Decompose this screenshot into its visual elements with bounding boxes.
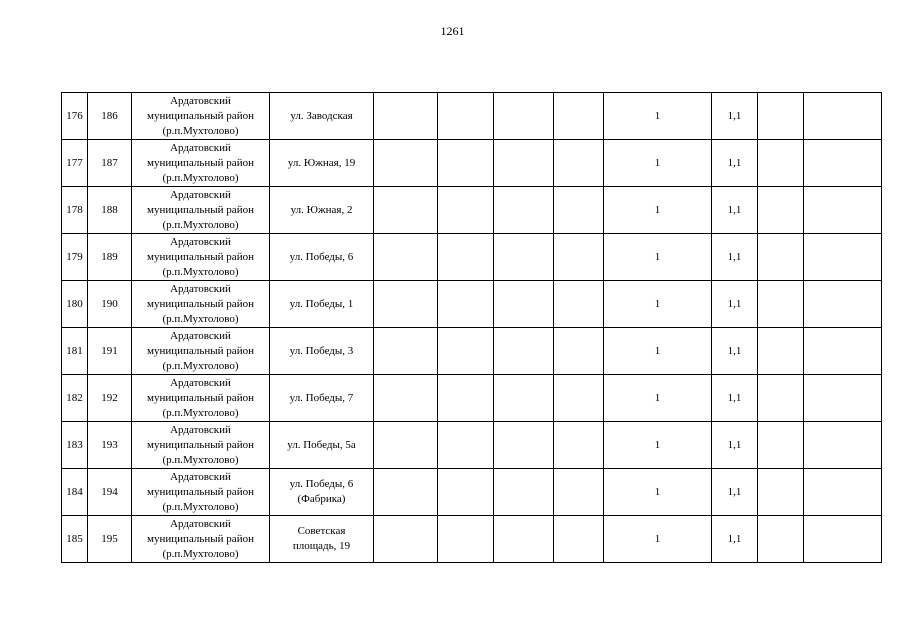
- empty-cell: [438, 187, 494, 234]
- empty-cell: [554, 469, 604, 516]
- object-number-cell: 191: [88, 328, 132, 375]
- address-cell-line: ул. Победы, 3: [289, 344, 354, 357]
- table-row: [62, 375, 882, 422]
- value-cell: 1,1: [712, 422, 758, 469]
- empty-cell: [494, 328, 554, 375]
- district-cell-line: (р.п.Мухтолово): [162, 547, 239, 560]
- address-cell-line: площадь, 19: [292, 540, 351, 552]
- empty-cell: [374, 328, 438, 375]
- empty-cell: [758, 422, 804, 469]
- address-cell: [270, 375, 374, 422]
- count-cell: 1: [604, 234, 712, 281]
- district-cell-line: Ардатовский: [170, 470, 231, 483]
- empty-cell: [438, 234, 494, 281]
- count-cell: 1: [604, 93, 712, 140]
- district-cell-line: (р.п.Мухтолово): [162, 312, 239, 325]
- table-row: [62, 140, 882, 187]
- district-cell-line: Ардатовский: [170, 188, 231, 201]
- value-cell: 1,1: [712, 516, 758, 563]
- empty-cell: [494, 187, 554, 234]
- empty-cell: [374, 422, 438, 469]
- district-cell-line: Ардатовский: [170, 376, 231, 389]
- page-number: 1261: [440, 24, 465, 38]
- empty-cell: [494, 93, 554, 140]
- empty-cell: [804, 281, 882, 328]
- address-cell-line: ул. Победы, 6: [289, 478, 354, 490]
- district-cell-line: (р.п.Мухтолово): [162, 406, 239, 419]
- row-number-cell: 179: [62, 234, 88, 281]
- empty-cell: [374, 375, 438, 422]
- empty-cell: [758, 281, 804, 328]
- district-cell-line: (р.п.Мухтолово): [162, 265, 239, 278]
- row-number-cell: 176: [62, 93, 88, 140]
- empty-cell: [554, 93, 604, 140]
- empty-cell: [758, 328, 804, 375]
- empty-cell: [804, 328, 882, 375]
- registry-table: [61, 92, 882, 563]
- empty-cell: [494, 281, 554, 328]
- district-cell-line: (р.п.Мухтолово): [162, 124, 239, 137]
- district-cell: [132, 140, 270, 187]
- address-cell: [270, 281, 374, 328]
- empty-cell: [554, 516, 604, 563]
- empty-cell: [758, 469, 804, 516]
- empty-cell: [374, 187, 438, 234]
- district-cell-line: (р.п.Мухтолово): [162, 500, 239, 513]
- empty-cell: [804, 140, 882, 187]
- count-cell: 1: [604, 516, 712, 563]
- district-cell-line: муниципальный район: [147, 250, 254, 263]
- address-cell-line: ул. Южная, 19: [287, 156, 356, 169]
- address-cell: [270, 469, 374, 516]
- table-row: [62, 234, 882, 281]
- table-row: [62, 93, 882, 140]
- address-cell-line: (Фабрика): [297, 493, 346, 505]
- district-cell-line: муниципальный район: [147, 344, 254, 357]
- district-cell-line: Ардатовский: [170, 423, 231, 436]
- value-cell: 1,1: [712, 234, 758, 281]
- district-cell-line: Ардатовский: [170, 94, 231, 107]
- empty-cell: [554, 422, 604, 469]
- value-cell: 1,1: [712, 93, 758, 140]
- row-number-cell: 178: [62, 187, 88, 234]
- empty-cell: [494, 140, 554, 187]
- empty-cell: [374, 140, 438, 187]
- district-cell-line: (р.п.Мухтолово): [162, 171, 239, 184]
- empty-cell: [374, 234, 438, 281]
- address-cell-line: ул. Южная, 2: [290, 203, 353, 216]
- district-cell: [132, 187, 270, 234]
- table-row: [62, 328, 882, 375]
- value-cell: 1,1: [712, 375, 758, 422]
- district-cell-line: Ардатовский: [170, 141, 231, 154]
- address-cell: [270, 422, 374, 469]
- row-number-cell: 181: [62, 328, 88, 375]
- empty-cell: [438, 516, 494, 563]
- empty-cell: [374, 281, 438, 328]
- count-cell: 1: [604, 140, 712, 187]
- empty-cell: [554, 140, 604, 187]
- address-cell-line: Советская: [297, 525, 346, 537]
- object-number-cell: 193: [88, 422, 132, 469]
- district-cell: [132, 328, 270, 375]
- empty-cell: [804, 234, 882, 281]
- value-cell: 1,1: [712, 187, 758, 234]
- empty-cell: [374, 469, 438, 516]
- address-cell: [270, 93, 374, 140]
- row-number-cell: 185: [62, 516, 88, 563]
- empty-cell: [438, 140, 494, 187]
- empty-cell: [374, 516, 438, 563]
- empty-cell: [438, 375, 494, 422]
- address-cell: [270, 234, 374, 281]
- district-cell: [132, 469, 270, 516]
- district-cell-line: Ардатовский: [170, 517, 231, 530]
- district-cell-line: муниципальный район: [147, 391, 254, 404]
- empty-cell: [804, 422, 882, 469]
- empty-cell: [438, 281, 494, 328]
- empty-cell: [554, 234, 604, 281]
- count-cell: 1: [604, 422, 712, 469]
- district-cell-line: муниципальный район: [147, 438, 254, 451]
- empty-cell: [438, 328, 494, 375]
- row-number-cell: 183: [62, 422, 88, 469]
- address-cell: [270, 140, 374, 187]
- count-cell: 1: [604, 469, 712, 516]
- empty-cell: [494, 234, 554, 281]
- district-cell-line: муниципальный район: [147, 203, 254, 216]
- address-cell-line: ул. Заводская: [290, 109, 353, 122]
- district-cell: [132, 93, 270, 140]
- empty-cell: [554, 281, 604, 328]
- count-cell: 1: [604, 328, 712, 375]
- empty-cell: [804, 93, 882, 140]
- district-cell-line: муниципальный район: [147, 297, 254, 310]
- row-number-cell: 177: [62, 140, 88, 187]
- object-number-cell: 194: [88, 469, 132, 516]
- district-cell: [132, 516, 270, 563]
- address-cell-line: ул. Победы, 7: [289, 391, 354, 404]
- object-number-cell: 190: [88, 281, 132, 328]
- empty-cell: [438, 422, 494, 469]
- district-cell-line: Ардатовский: [170, 235, 231, 248]
- empty-cell: [758, 234, 804, 281]
- count-cell: 1: [604, 375, 712, 422]
- table-row: [62, 422, 882, 469]
- empty-cell: [758, 187, 804, 234]
- empty-cell: [438, 93, 494, 140]
- address-cell-line: ул. Победы, 6: [289, 250, 354, 263]
- district-cell: [132, 234, 270, 281]
- row-number-cell: 182: [62, 375, 88, 422]
- table-row: [62, 469, 882, 516]
- empty-cell: [554, 328, 604, 375]
- address-cell: [270, 516, 374, 563]
- empty-cell: [804, 516, 882, 563]
- district-cell-line: муниципальный район: [147, 532, 254, 545]
- object-number-cell: 189: [88, 234, 132, 281]
- value-cell: 1,1: [712, 140, 758, 187]
- empty-cell: [554, 375, 604, 422]
- empty-cell: [804, 375, 882, 422]
- empty-cell: [804, 469, 882, 516]
- district-cell-line: муниципальный район: [147, 109, 254, 122]
- district-cell: [132, 422, 270, 469]
- object-number-cell: 192: [88, 375, 132, 422]
- empty-cell: [804, 187, 882, 234]
- empty-cell: [554, 187, 604, 234]
- empty-cell: [494, 516, 554, 563]
- address-cell-line: ул. Победы, 5а: [287, 438, 356, 451]
- table-row: [62, 281, 882, 328]
- district-cell-line: муниципальный район: [147, 156, 254, 169]
- empty-cell: [494, 422, 554, 469]
- value-cell: 1,1: [712, 469, 758, 516]
- table-row: [62, 187, 882, 234]
- table-row: [62, 516, 882, 563]
- object-number-cell: 187: [88, 140, 132, 187]
- empty-cell: [758, 375, 804, 422]
- object-number-cell: 195: [88, 516, 132, 563]
- district-cell-line: (р.п.Мухтолово): [162, 359, 239, 372]
- district-cell-line: Ардатовский: [170, 329, 231, 342]
- empty-cell: [438, 469, 494, 516]
- address-cell: [270, 187, 374, 234]
- object-number-cell: 186: [88, 93, 132, 140]
- row-number-cell: 184: [62, 469, 88, 516]
- empty-cell: [374, 93, 438, 140]
- district-cell: [132, 375, 270, 422]
- district-cell-line: муниципальный район: [147, 485, 254, 498]
- district-cell-line: (р.п.Мухтолово): [162, 453, 239, 466]
- district-cell-line: Ардатовский: [170, 282, 231, 295]
- value-cell: 1,1: [712, 281, 758, 328]
- empty-cell: [758, 140, 804, 187]
- count-cell: 1: [604, 187, 712, 234]
- empty-cell: [494, 375, 554, 422]
- district-cell-line: (р.п.Мухтолово): [162, 218, 239, 231]
- district-cell: [132, 281, 270, 328]
- empty-cell: [494, 469, 554, 516]
- row-number-cell: 180: [62, 281, 88, 328]
- table-body: [62, 93, 882, 563]
- value-cell: 1,1: [712, 328, 758, 375]
- address-cell: [270, 328, 374, 375]
- empty-cell: [758, 93, 804, 140]
- empty-cell: [758, 516, 804, 563]
- address-cell-line: ул. Победы, 1: [289, 297, 354, 310]
- count-cell: 1: [604, 281, 712, 328]
- object-number-cell: 188: [88, 187, 132, 234]
